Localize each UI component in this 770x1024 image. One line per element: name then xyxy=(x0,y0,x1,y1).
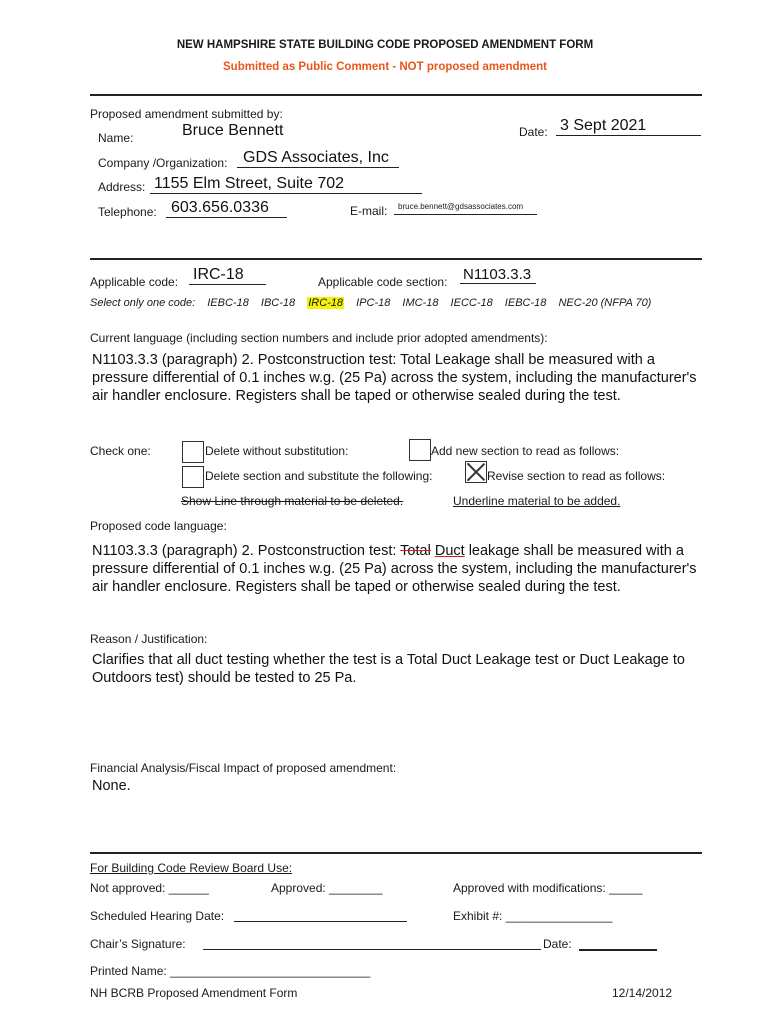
board-use-heading: For Building Code Review Board Use: xyxy=(90,861,293,875)
footer-form-date: 12/14/2012 xyxy=(612,986,673,1000)
delete-substitute-label: Delete section and substitute the following: xyxy=(205,469,433,483)
deleted-word: Total xyxy=(400,543,431,559)
code-option[interactable]: IBC-18 xyxy=(260,297,296,309)
add-new-label: Add new section to read as follows: xyxy=(431,444,620,458)
select-code-prompt: Select only one code: xyxy=(90,297,196,309)
chair-signature-label: Chair’s Signature: xyxy=(90,937,186,951)
underline-instruction: Underline material to be added. xyxy=(453,494,621,508)
date-value: 3 Sept 2021 xyxy=(560,117,647,134)
current-language-label: Current language (including section numbers and include prior adopted amendments): xyxy=(90,331,548,345)
applicable-code-value: IRC-18 xyxy=(193,266,244,283)
submitted-by-label: Proposed amendment submitted by: xyxy=(90,107,283,121)
chair-date-label: Date: xyxy=(543,937,572,951)
code-options xyxy=(90,297,660,309)
financial-label: Financial Analysis/Fiscal Impact of proposed amendment: xyxy=(90,761,397,775)
company-label: Company /Organization: xyxy=(98,156,228,170)
proposed-text-after: leakage shall be measured with a pressure differential of 0.1 inches w.g. (25 Pa) across the system, including the manufacturer's air handler enclosure. Registers shall be taped or otherwise sealed during the test. xyxy=(92,543,697,595)
email-value: bruce.bennett@gdsassociates.com xyxy=(398,202,524,211)
company-field[interactable] xyxy=(237,149,399,168)
printed-name-field[interactable]: Printed Name: ______________________________ xyxy=(90,964,371,978)
code-section-field[interactable] xyxy=(460,266,536,284)
email-label: E-mail: xyxy=(350,204,388,218)
exhibit-field[interactable]: Exhibit #: ________________ xyxy=(453,909,613,923)
telephone-label: Telephone: xyxy=(98,205,157,219)
approved-field[interactable]: Approved: ________ xyxy=(271,881,383,895)
added-word: Duct xyxy=(434,543,465,559)
address-field[interactable] xyxy=(150,175,422,194)
email-field[interactable] xyxy=(394,199,537,215)
strike-instruction: Show Line through material to be deleted. xyxy=(181,494,404,508)
code-option[interactable]: IECC-18 xyxy=(450,297,493,309)
not-approved-field[interactable]: Not approved: ______ xyxy=(90,881,209,895)
company-value: GDS Associates, Inc xyxy=(243,149,389,166)
date-label: Date: xyxy=(519,125,548,139)
name-value[interactable]: Bruce Bennett xyxy=(182,122,284,139)
date-field[interactable] xyxy=(556,117,701,136)
revise-label: Revise section to read as follows: xyxy=(487,469,666,483)
proposed-text-before: N1103.3.3 (paragraph) 2. Postconstruction test: xyxy=(92,543,401,559)
approved-mods-field[interactable]: Approved with modifications: _____ xyxy=(453,881,643,895)
divider xyxy=(90,94,702,96)
telephone-value: 603.656.0336 xyxy=(171,199,269,216)
add-new-checkbox[interactable] xyxy=(409,439,431,461)
reason-text[interactable]: Clarifies that all duct testing whether the test is a Total Duct Leakage test or Duct Leakage to Outdoors test) should be tested to 25 Pa. xyxy=(92,652,685,686)
revise-checkbox[interactable] xyxy=(465,461,487,483)
form-subtitle: Submitted as Public Comment - NOT proposed amendment xyxy=(223,61,547,73)
delete-without-checkbox[interactable] xyxy=(182,441,204,463)
applicable-code-field[interactable] xyxy=(189,266,266,285)
current-language-text[interactable]: N1103.3.3 (paragraph) 2. Postconstruction test: Total Leakage shall be measured with a pressure differential of 0.1 inches w.g. (25 Pa) across the system, including the manufacturer's air handler enclosure. Registers shall be taped or otherwise sealed during the test. xyxy=(92,352,697,404)
name-label: Name: xyxy=(98,131,134,145)
chair-date-field[interactable] xyxy=(579,935,657,951)
code-section-label: Applicable code section: xyxy=(318,275,448,289)
code-option[interactable]: IPC-18 xyxy=(356,297,391,309)
check-one-label: Check one: xyxy=(90,444,151,458)
delete-without-label: Delete without substitution: xyxy=(205,444,349,458)
telephone-field[interactable] xyxy=(166,199,287,218)
delete-substitute-checkbox[interactable] xyxy=(182,466,204,488)
code-option[interactable]: IEBC-18 xyxy=(504,297,547,309)
footer-form-name: NH BCRB Proposed Amendment Form xyxy=(90,986,298,1000)
financial-text[interactable]: None. xyxy=(92,778,131,794)
hearing-date-field[interactable] xyxy=(234,907,407,922)
applicable-code-label: Applicable code: xyxy=(90,275,179,289)
reason-label: Reason / Justification: xyxy=(90,632,208,646)
form-title: NEW HAMPSHIRE STATE BUILDING CODE PROPOSED AMENDMENT FORM xyxy=(176,39,594,51)
code-option[interactable]: NEC-20 (NFPA 70) xyxy=(558,297,652,309)
address-label: Address: xyxy=(98,180,146,194)
divider xyxy=(90,852,702,854)
code-option[interactable]: IEBC-18 xyxy=(207,297,249,309)
code-section-value: N1103.3.3 xyxy=(463,266,532,283)
address-value: 1155 Elm Street, Suite 702 xyxy=(154,175,345,192)
code-option[interactable]: IMC-18 xyxy=(402,297,439,309)
proposed-language-text[interactable] xyxy=(92,542,702,596)
hearing-date-label: Scheduled Hearing Date: xyxy=(90,909,225,923)
divider xyxy=(90,258,702,260)
code-option-selected[interactable]: IRC-18 xyxy=(308,297,344,309)
proposed-language-label: Proposed code language: xyxy=(90,519,227,533)
chair-signature-field[interactable] xyxy=(203,935,541,950)
